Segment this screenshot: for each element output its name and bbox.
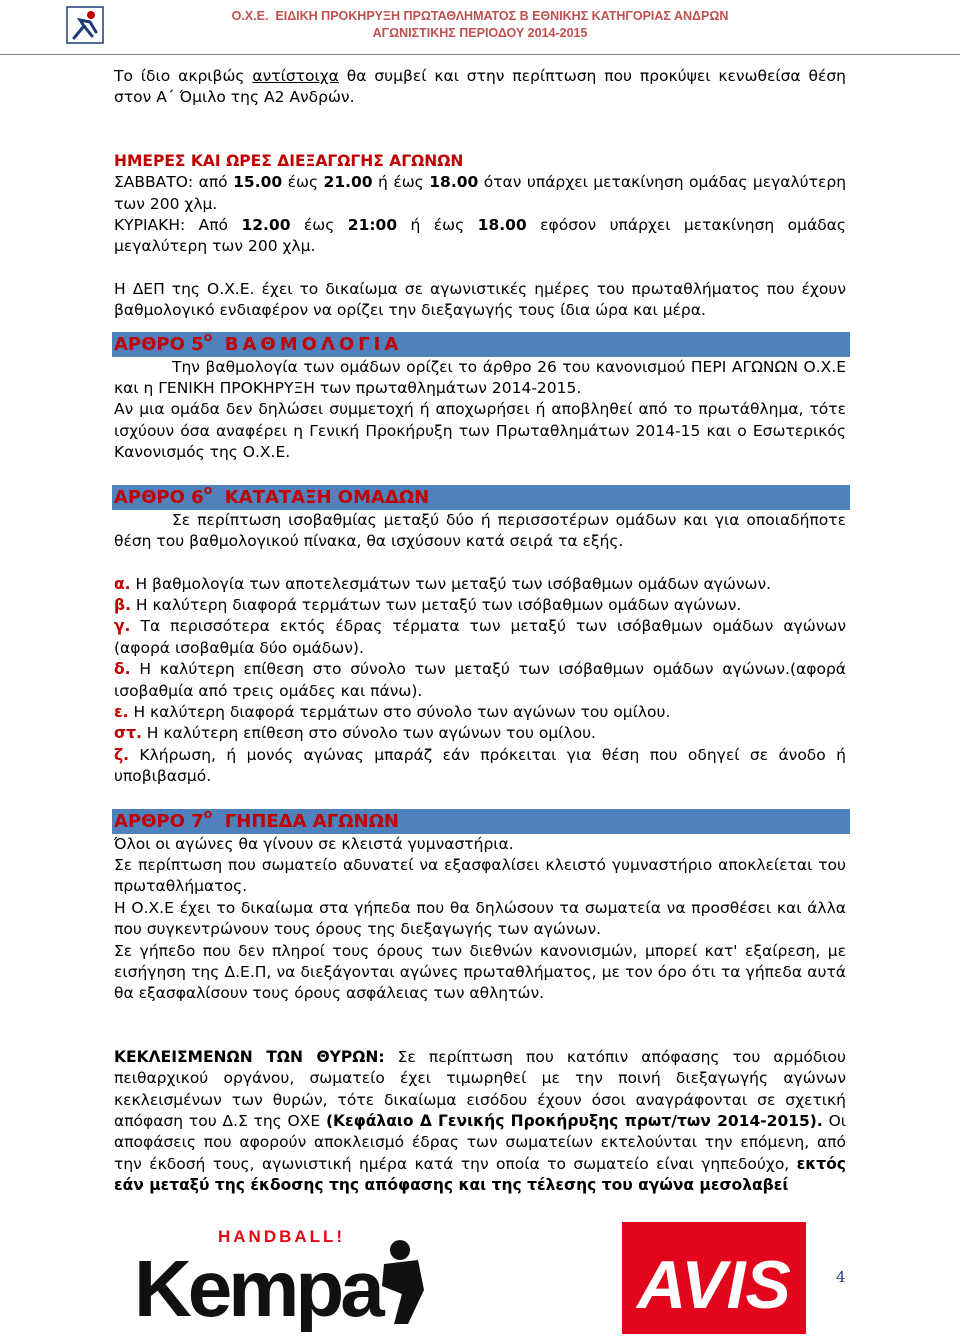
document-body [114, 66, 846, 1197]
tiebreak-item-key: δ. [114, 660, 131, 679]
tiebreak-item-text: Η καλύτερη επίθεση στο σύνολο των μεταξύ των ισόβαθμων ομάδων αγώνων.(αφορά ισοβαθμία από τρεις ομάδες και πάνω). [114, 660, 846, 700]
intro-text-a: Το ίδιο ακριβώς [114, 67, 253, 85]
schedule-sunday: ΚΥΡΙΑΚΗ: Από 12.00 έως 21:00 ή έως 18.00 εφόσον υπάρχει μετακίνηση ομάδας μεγαλύτερη των 200 χλμ. [114, 216, 846, 256]
tiebreak-item-key: β. [114, 595, 131, 614]
article5-paragraph-1: Την βαθμολογία των ομάδων ορίζει το άρθρο 26 του κανονισμού ΠΕΡΙ ΑΓΩΝΩΝ Ο.Χ.Ε και η ΓΕΝΙΚΗ ΠΡΟΚΗΡΥΞΗ των πρωταθλημάτων 2014-2015. [114, 357, 846, 398]
header-line1: ΕΙΔΙΚΗ ΠΡΟΚΗΡΥΞΗ ΠΡΩΤΑΘΛΗΜΑΤΟΣ Β ΕΘΝΙΚΗΣ ΚΑΤΗΓΟΡΙΑΣ ΑΝΔΡΩΝ [275, 9, 729, 23]
header-line2: ΑΓΩΝΙΣΤΙΚΗΣ ΠΕΡΙΟΔΟΥ 2014-2015 [372, 26, 588, 40]
tiebreak-item-text: Κλήρωση, ή μονός αγώνας μπαράζ εάν πρόκειται για θέση που οδηγεί σε άνοδο ή υποβιβασμό. [114, 745, 846, 786]
page-number: 4 [836, 1268, 846, 1286]
header-org: Ο.Χ.Ε. [231, 9, 269, 23]
article7-paragraph-3: Η Ο.Χ.Ε έχει το δικαίωμα στα γήπεδα που θα δηλώσουν τα σωματεία να προσθέσει και άλλα που συγκεντρώνουν τους όρους της διεξαγωγής των αγώνων. [114, 898, 846, 939]
tiebreak-item [114, 723, 846, 744]
tiebreak-item-text: Τα περισσότερα εκτός έδρας τέρματα των μεταξύ των ισόβαθμων ομάδων αγώνων (αφορά ισοβαθμία δύο ομάδων). [114, 617, 846, 657]
kempa-logo [132, 1220, 434, 1332]
avis-logo [622, 1222, 806, 1334]
tiebreak-item [114, 616, 846, 659]
article5-heading: ΑΡΘΡΟ $5^O$ ΒΑΘΜΟΛΟΓΙΑ [112, 332, 850, 357]
handball-federation-logo-icon [66, 6, 104, 44]
page-footer [0, 1212, 960, 1338]
article6-paragraph-1: Σε περίπτωση ισοβαθμίας μεταξύ δύο ή περισσοτέρων ομάδων και για οποιαδήποτε θέση του βαθμολογικού πίνακα, θα ισχύσουν κατά σειρά τα εξής. [114, 510, 846, 551]
tiebreak-item-text: Η καλύτερη διαφορά τερμάτων στο σύνολο των αγώνων του ομίλου. [128, 702, 671, 721]
article6-title: ΚΑΤΑΤΑΞΗ ΟΜΑΔΩΝ [224, 486, 430, 508]
tiebreak-item-key: ε. [114, 702, 129, 721]
kempa-tagline: HANDBALL! [218, 1227, 346, 1246]
kempa-wordmark: Kempa [134, 1244, 381, 1332]
tiebreak-item [114, 702, 846, 723]
page-header [0, 0, 960, 54]
header-divider [0, 54, 960, 55]
closed-doors-paragraph: ΚΕΚΛΕΙΣΜΕΝΩΝ ΤΩΝ ΘΥΡΩΝ: Σε περίπτωση που κατόπιν απόφασης του αρμόδιου πειθαρχικού οργάνου, σωματείο έχει τιμωρηθεί με την ποινή διεξαγωγής αγώνων κεκλεισμένων των θυρών, τότε δικαίωμα εισόδου έχουν όσοι αναγράφονται σε σχετική απόφαση του Δ.Σ της ΟΧΕ (Κεφάλαιο Δ Γενικής Προκήρυξης πρωτ/των 2014-2015). Οι αποφάσεις που αφορούν αποκλεισμό έδρας των σωματείων εκτελούνται την επόμενη, από την έκδοσή τους, αγωνιστική ημέρα κατά την οποία το σωματείο είναι γηπεδούχο, εκτός εάν μεταξύ της έκδοσης της απόφασης και της τέλεσης του αγώνα μεσολαβεί [114, 1047, 847, 1195]
article7-paragraph-4: Σε γήπεδο που δεν πληροί τους όρους των διεθνών κανονισμών, μπορεί κατ' εξαίρεση, με εισήγηση της Δ.Ε.Π, να διεξάγονται αγώνες πρωταθλήματος, με τον όρο ότι τα γήπεδα αυτά θα εξασφαλίσουν τους όρους ασφάλειας των αθλητών. [114, 941, 846, 1003]
tiebreak-item-text: Η καλύτερη διαφορά τερμάτων των μεταξύ των ισόβαθμων ομάδων αγώνων. [130, 595, 742, 614]
article6-heading: ΑΡΘΡΟ $6^O$ ΚΑΤΑΤΑΞΗ ΟΜΑΔΩΝ [112, 485, 850, 510]
intro-paragraph [114, 66, 846, 109]
tiebreak-item-text: Η βαθμολογία των αποτελεσμάτων των μεταξύ των ισόβαθμων ομάδων αγώνων. [130, 574, 772, 593]
schedule-saturday: ΣΑΒΒΑΤΟ: από 15.00 έως 21.00 ή έως 18.00 όταν υπάρχει μετακίνηση ομάδας μεγαλύτερη των 200 χλμ. [114, 173, 847, 213]
avis-wordmark: AVIS [637, 1247, 791, 1323]
tiebreak-item-key: γ. [114, 617, 131, 636]
tiebreak-item-text: Η καλύτερη επίθεση στο σύνολο των αγώνων του ομίλου. [141, 724, 596, 743]
tiebreak-item-key: α. [114, 574, 131, 593]
article7-title: ΓΗΠΕΔΑ ΑΓΩΝΩΝ [224, 810, 399, 832]
article5-title: ΒΑΘΜΟΛΟΓΙΑ [224, 333, 403, 355]
schedule-dep-paragraph: Η ΔΕΠ της Ο.Χ.Ε. έχει το δικαίωμα σε αγωνιστικές ημέρες του πρωταθλήματος που έχουν βαθμολογικό ενδιαφέρον να ορίζει την διεξαγωγής τους ίδια ώρα και μέρα. [114, 279, 846, 320]
article6-tiebreak-list [114, 574, 846, 788]
intro-underlined-word: αντίστοιχα [252, 67, 339, 85]
tiebreak-item [114, 595, 846, 616]
header-title [220, 8, 740, 42]
schedule-title: ΗΜΕΡΕΣ ΚΑΙ ΩΡΕΣ ΔΙΕΞΑΓΩΓΗΣ ΑΓΩΝΩΝ [114, 151, 464, 170]
article5-paragraph-2: Αν μια ομάδα δεν δηλώσει συμμετοχή ή αποχωρήσει ή αποβληθεί από το πρωτάθλημα, τότε ισχύουν όσα αναφέρει η Γενική Προκήρυξη των Πρωταθλημάτων 2014-15 και ο Εσωτερικός Κανονισμός της Ο.Χ.Ε. [114, 400, 846, 462]
kempa-player-icon [390, 1240, 410, 1260]
intro-text-b: θα συμβεί και στην περίπτωση που προκύψει κενωθείσα θέση στον Α΄ Όμιλο της Α2 Ανδρών. [114, 67, 847, 107]
tiebreak-item-key: στ. [114, 724, 142, 743]
article7-paragraph-2: Σε περίπτωση που σωματείο αδυνατεί να εξασφαλίσει κλειστό γυμναστήριο αποκλείεται του πρωταθλήματος. [114, 855, 846, 896]
article7-paragraph-1: Όλοι οι αγώνες θα γίνουν σε κλειστά γυμναστήρια. [114, 834, 514, 853]
closed-doors-label: ΚΕΚΛΕΙΣΜΕΝΩΝ ΤΩΝ ΘΥΡΩΝ: [114, 1047, 385, 1066]
tiebreak-item [114, 574, 846, 595]
tiebreak-item [114, 745, 846, 788]
tiebreak-item-key: ζ. [114, 745, 130, 764]
article7-heading: ΑΡΘΡΟ $7^O$ ΓΗΠΕΔΑ ΑΓΩΝΩΝ [112, 809, 850, 834]
tiebreak-item [114, 659, 846, 702]
